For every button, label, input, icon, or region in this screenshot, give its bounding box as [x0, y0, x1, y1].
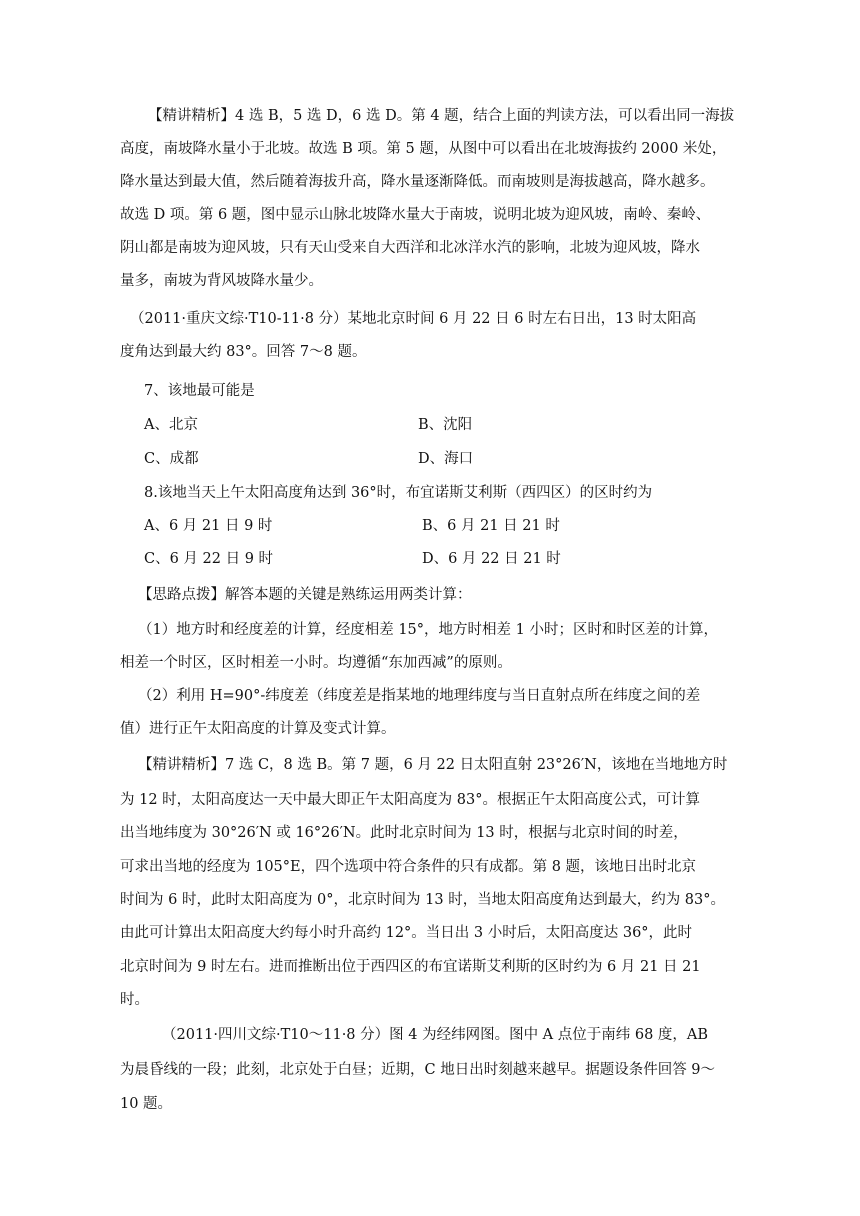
hint-line-2: （1）地方时和经度差的计算，经度相差 15°，地方时相差 1 小时；区时和时区差的计算，: [138, 622, 718, 638]
analysis-1-line-5: 阴山都是南坡为迎风坡，只有天山受来自大西洋和北冰洋水汽的影响，北坡为迎风坡，降水: [120, 240, 700, 256]
hint-line-1: 【思路点拨】解答本题的关键是熟练运用两类计算：: [138, 587, 472, 603]
question-intro-9-10-line-3: 10 题。: [120, 1096, 173, 1112]
analysis-1-line-1: 【精讲精析】4 选 B，5 选 D，6 选 D。第 4 题，结合上面的判读方法，可以看出同一海拔: [148, 108, 735, 124]
question-7-stem: 7、该地最可能是: [144, 383, 255, 399]
question-intro-9-10-line-2: 为晨昏线的一段；此刻，北京处于白昼；近期，C 地日出时刻越来越早。据题设条件回答 9～: [120, 1062, 716, 1078]
analysis-2-line-7: 北京时间为 9 时左右。进而推断出位于西四区的布宜诺斯艾利斯的区时约为 6 月 21 日 21: [120, 959, 701, 975]
question-7-option-c: C、成都: [144, 451, 199, 467]
analysis-1-line-6: 量多，南坡为背风坡降水量少。: [120, 273, 323, 289]
question-intro-9-10-line-1: （2011·四川文综·T10～11·8 分）图 4 为经纬网图。图中 A 点位于南纬 68 度，AB: [162, 1027, 709, 1043]
analysis-1-line-3: 降水量达到最大值，然后随着海拔升高，降水量逐渐降低。而南坡则是海拔越高，降水越多。: [120, 174, 715, 190]
hint-line-5: 值）进行正午太阳高度的计算及变式计算。: [120, 721, 396, 737]
analysis-2-line-4: 可求出当地的经度为 105°E，四个选项中符合条件的只有成都。第 8 题，该地日出时北京: [120, 859, 697, 875]
question-8-option-c: C、6 月 22 日 9 时: [144, 551, 274, 567]
analysis-2-line-2: 为 12 时，太阳高度达一天中最大即正午太阳高度为 83°。根据正午太阳高度公式，可计算: [120, 792, 700, 808]
question-intro-7-8-line-2: 度角达到最大约 83°。回答 7～8 题。: [120, 344, 367, 360]
question-7-option-a: A、北京: [144, 417, 198, 433]
question-8-stem: 8.该地当天上午太阳高度角达到 36°时，布宜诺斯艾利斯（西四区）的区时约为: [144, 485, 653, 501]
analysis-2-line-6: 由此可计算出太阳高度大约每小时升高约 12°。当日出 3 小时后，太阳高度达 36°，此时: [120, 925, 693, 941]
analysis-2-line-5: 时间为 6 时，此时太阳高度为 0°，北京时间为 13 时，当地太阳高度角达到最大，约为 83°。: [120, 892, 726, 908]
analysis-1-line-2: 高度，南坡降水量小于北坡。故选 B 项。第 5 题，从图中可以看出在北坡海拔约 2000 米处，: [120, 141, 727, 157]
question-8-option-b: B、6 月 21 日 21 时: [422, 518, 560, 534]
question-8-option-d: D、6 月 22 日 21 时: [422, 551, 561, 567]
question-intro-7-8-line-1: （2011·重庆文综·T10-11·8 分）某地北京时间 6 月 22 日 6 时左右日出，13 时太阳高: [130, 311, 697, 327]
hint-line-4: （2）利用 H=90°-纬度差（纬度差是指某地的地理纬度与当日直射点所在纬度之间的差: [138, 688, 701, 704]
analysis-1-line-4: 故选 D 项。第 6 题，图中显示山脉北坡降水量大于南坡，说明北坡为迎风坡，南岭、秦岭、: [120, 207, 711, 223]
question-7-option-d: D、海口: [418, 451, 474, 467]
question-7-option-b: B、沈阳: [418, 417, 473, 433]
analysis-2-line-8: 时。: [120, 992, 149, 1008]
question-8-option-a: A、6 月 21 日 9 时: [144, 518, 273, 534]
analysis-2-line-3: 出当地纬度为 30°26′N 或 16°26′N。此时北京时间为 13 时，根据与北京时间的时差，: [120, 825, 688, 841]
hint-line-3: 相差一个时区，区时相差一小时。均遵循“东加西减”的原则。: [120, 655, 512, 671]
analysis-2-line-1: 【精讲精析】7 选 C，8 选 B。第 7 题，6 月 22 日太阳直射 23°26′N，该地在当地地方时: [138, 757, 728, 773]
